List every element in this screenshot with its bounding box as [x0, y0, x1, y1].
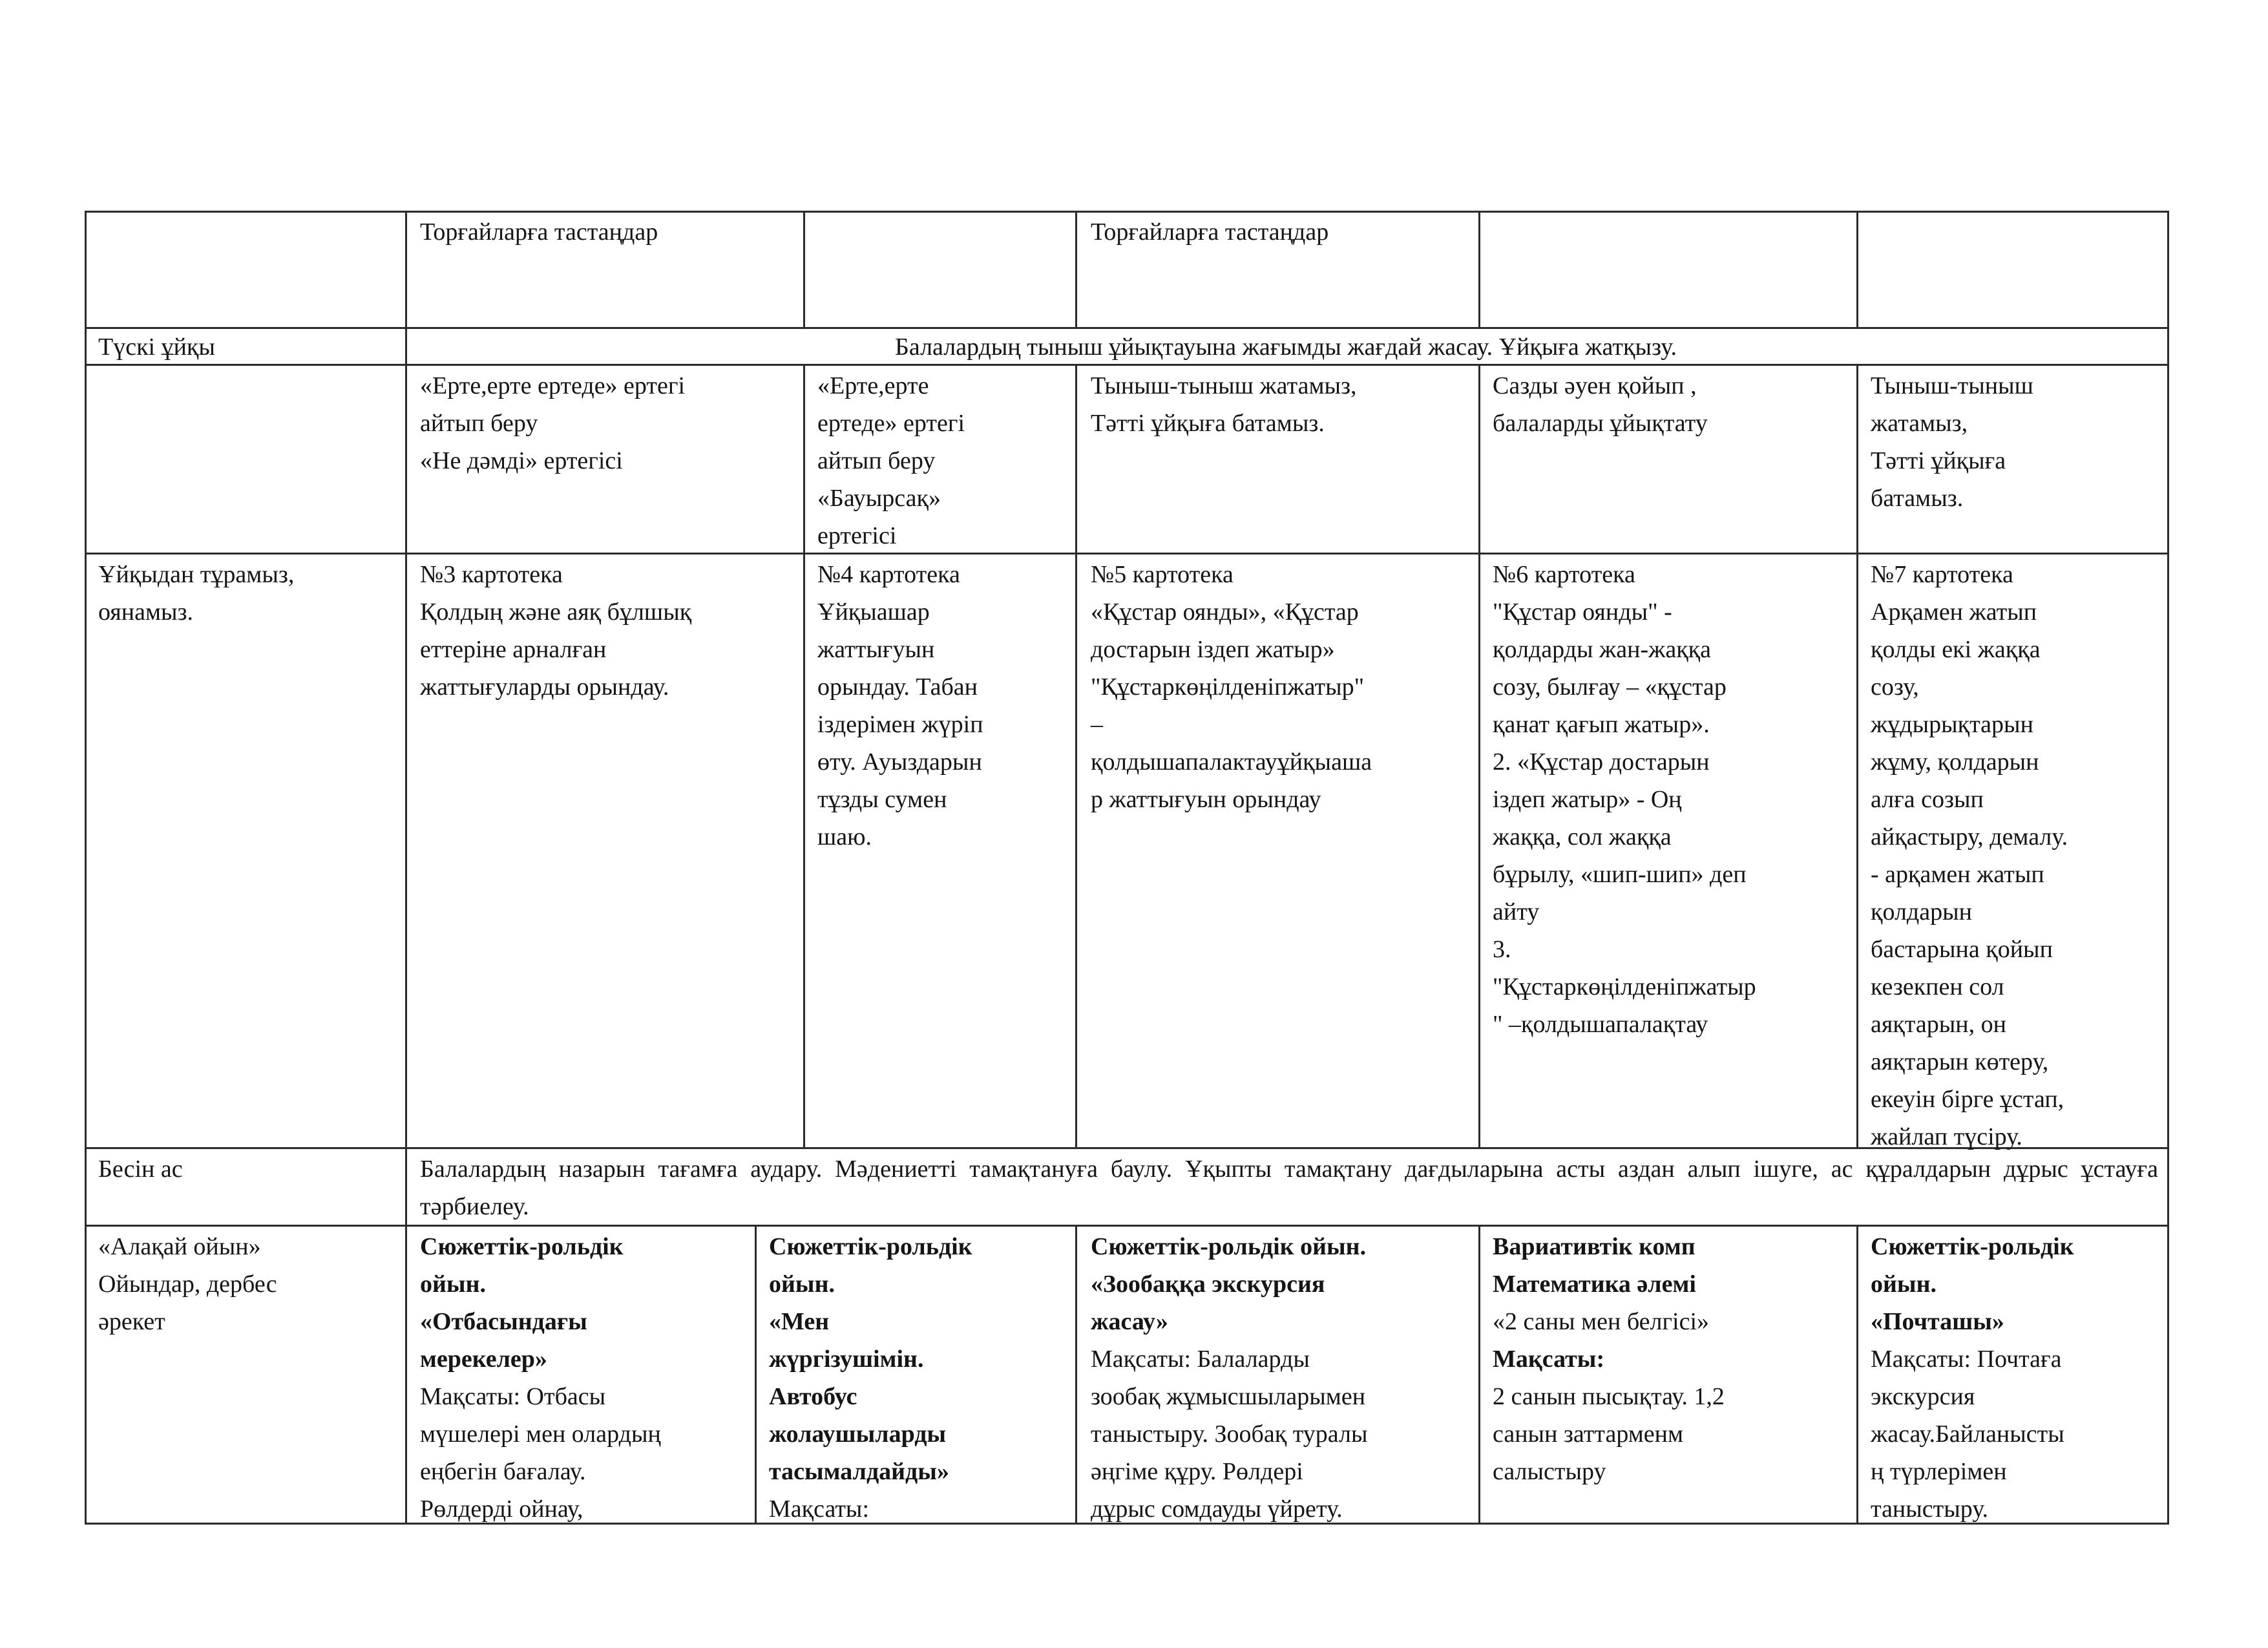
- wake-cell-col3: №5 картотека «Құстар оянды», «Құстар достарын іздеп жатыр» "Құстаркөңілденіпжатыр" – қолдышапалактауұйқыаша р жаттығуын орындау: [1091, 561, 1372, 813]
- wake-label: Ұйқыдан тұрамыз, оянамыз.: [98, 561, 295, 626]
- table-line-col4: [1478, 1225, 1480, 1525]
- wake-cell-col2: №4 картотека Ұйқыашар жаттығуын орындау. Табан іздерімен жүріп өту. Ауыздарын тұзды сумен шаю.: [817, 561, 983, 850]
- tales-cell-col1: «Ерте,ерте ертеде» ертегі айтып беру «Не дәмді» ертегісі: [420, 372, 686, 474]
- nap-merged-cell: Балалардың тыныш ұйықтауына жағымды жағдай жасау. Ұйқыға жатқызу.: [895, 333, 1677, 361]
- games-col4-text: 2 санын пысықтау. 1,2 санын заттарменм салыстыру: [1493, 1383, 1725, 1485]
- games-cell-col3: [1091, 1228, 1472, 1528]
- table-line-col2b: [755, 1225, 757, 1525]
- table-line-col4: [1478, 211, 1480, 328]
- table-border-left: [85, 211, 87, 1525]
- games-col2-text: Мақсаты:: [769, 1495, 870, 1523]
- table-line-col5: [1856, 364, 1858, 1148]
- table-line-col5: [1856, 1225, 1858, 1525]
- table-line-col3: [1075, 364, 1077, 1148]
- wake-cell-col5: №7 картотека Арқамен жатып қолды екі жаққа созу, жұдырықтарын жұму, қолдарын алға созып айқастыру, демалу. - арқамен жатып қолдарын бастарына қойып кезекпен сол аяқтарын, он аяқтарын көтеру, екеуін бірге ұстап, жайлап түсіру.: [1871, 561, 2068, 1150]
- games-cell-col2: [769, 1228, 1066, 1528]
- games-col4-goal-label: Мақсаты:: [1493, 1346, 1605, 1373]
- carry-cell-col3: Торғайларға тастаңдар: [1091, 218, 1329, 246]
- tales-cell-col3: Тыныш-тыныш жатамыз, Тәтті ұйқыға батамыз.: [1091, 372, 1357, 437]
- games-col5-text: Мақсаты: Почтаға экскурсия жасау.Байланысты ң түрлерімен таныстыру.: [1871, 1346, 2064, 1523]
- games-cell-col1: [420, 1228, 746, 1528]
- tales-cell-col2: «Ерте,ерте ертеде» ертегі айтып беру «Бауырсақ» ертегісі: [817, 372, 965, 549]
- games-col2-title: Сюжеттік-рольдік ойын. «Мен жүргізушімін. Автобус жолаушыларды тасымалдайды»: [769, 1233, 972, 1485]
- games-label: «Алақай ойын» Ойындар, дербес әрекет: [98, 1233, 277, 1335]
- wake-cell-col1: №3 картотека Қолдың және аяқ бұлшық еттеріне арналған жаттығуларды орындау.: [420, 561, 692, 701]
- table-line-col2: [803, 364, 805, 1148]
- table-line-col3: [1075, 211, 1077, 328]
- tales-cell-col5: Тыныш-тыныш жатамыз, Тәтті ұйқыға батамыз.: [1871, 372, 2033, 512]
- snack-label: Бесін ас: [98, 1156, 183, 1183]
- games-col1-title: Сюжеттік-рольдік ойын. «Отбасындағы мерекелер»: [420, 1233, 624, 1373]
- snack-merged-cell: Балалардың назарын тағамға аудару. Мәдениетті тамақтануға баулу. Ұқыпты тамақтану дағдыларына асты аздан алып ішуге, ас құралдарын дұрыс ұстауға тәрбиелеу.: [420, 1156, 2158, 1220]
- games-cell-col5: [1871, 1228, 2161, 1528]
- games-col4-title: Вариативтік комп Математика әлемі: [1493, 1233, 1696, 1298]
- games-col5-title: Сюжеттік-рольдік ойын. «Почташы»: [1871, 1233, 2074, 1335]
- games-col4-subtitle: «2 саны мен белгісі»: [1493, 1308, 1710, 1335]
- games-col1-text: Мақсаты: Отбасы мүшелері мен олардың еңбегін бағалау. Рөлдерді ойнау,: [420, 1383, 661, 1523]
- wake-cell-col4: №6 картотека "Құстар оянды" - қолдарды жан-жаққа созу, былғау – «құстар қанат қағып жатыр». 2. «Құстар достарын іздеп жатыр» - Оң жаққа, сол жаққа бұрылу, «шип-шип» деп айту 3. "Құстаркөңілденіпжатыр " –қолдышапалақтау: [1493, 561, 1756, 1038]
- nap-label: Түскі ұйқы: [98, 333, 215, 361]
- table-line-col1: [405, 211, 407, 1525]
- tales-cell-col4: Сазды әуен қойып , балаларды ұйықтату: [1493, 372, 1708, 437]
- table-line-col2: [803, 211, 805, 328]
- carry-cell-col1: Торғайларға тастаңдар: [420, 218, 658, 246]
- table-border-right: [2167, 211, 2169, 1525]
- games-col3-title: Сюжеттік-рольдік ойын. «Зообаққа экскурсия жасау»: [1091, 1233, 1367, 1335]
- table-line-col4: [1478, 364, 1480, 1148]
- games-cell-col4: [1493, 1228, 1851, 1490]
- table-line-col5: [1856, 211, 1858, 328]
- games-col3-text: Мақсаты: Балаларды зообақ жұмысшыларымен таныстыру. Зообақ туралы әңгіме құру. Рөлдері дұрыс сомдауды үйрету.: [1091, 1346, 1368, 1523]
- table-line-col3: [1075, 1225, 1077, 1525]
